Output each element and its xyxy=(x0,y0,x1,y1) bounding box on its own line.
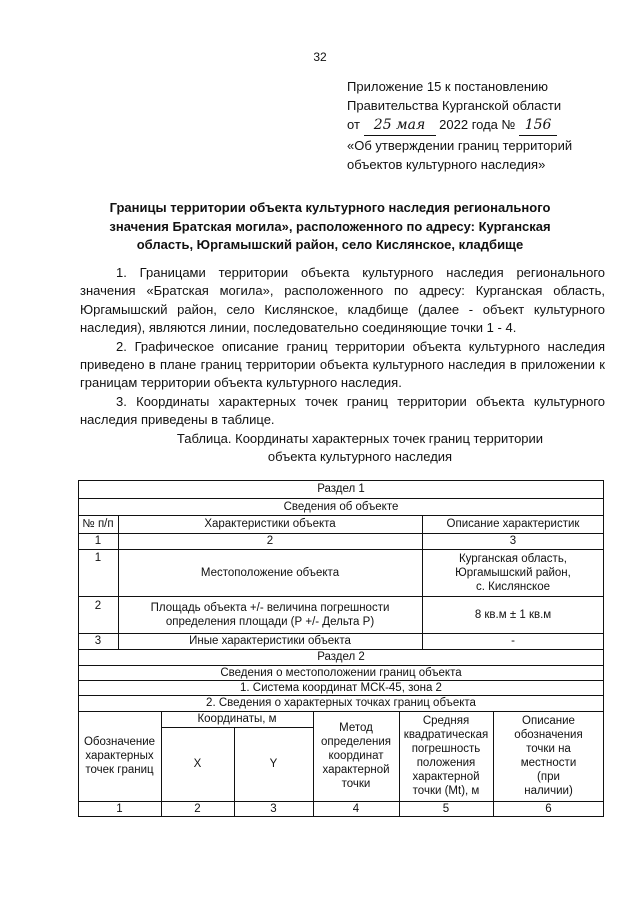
row-1-value xyxy=(422,549,604,596)
header-location-line: Описание xyxy=(522,715,575,727)
row-2-name-line: определения площади (Р +/- Дельта Р) xyxy=(165,615,375,628)
coord-column-number: 2 xyxy=(194,803,201,815)
appendix-date-line xyxy=(347,115,617,136)
coord-column-number: 4 xyxy=(352,803,360,815)
header-method-line: определения xyxy=(321,736,391,748)
row-3-name: Иные характеристики объекта xyxy=(189,635,351,647)
header-method-line: Метод xyxy=(339,722,373,734)
coordinates-table xyxy=(78,480,604,817)
paragraph-1: 1. Границами территории объекта культурного наследия регионального значения «Братская могила», расположенного по адресу: Курганская область, Юргамышский район, село Кислянское, кладбище (далее - объект культурного наследия), являются линии, последовательно соединяющие точки 1 - 4. xyxy=(80,265,605,336)
header-method xyxy=(313,711,399,801)
header-designation xyxy=(78,711,161,801)
header-error xyxy=(399,711,493,801)
row-2-name xyxy=(118,596,422,633)
section-1-header: Раздел 1 xyxy=(317,483,365,495)
header-coordinates: Координаты, м xyxy=(197,713,277,725)
table-caption xyxy=(120,430,600,466)
header-location-line: обозначения xyxy=(514,729,583,741)
header-method-line: характерной xyxy=(322,764,390,776)
coord-column-number: 1 xyxy=(116,803,123,815)
date-day-month: 25 мая xyxy=(364,115,436,136)
appendix-line-5: объектов культурного наследия» xyxy=(347,157,546,172)
coord-column-number: 6 xyxy=(545,803,552,815)
coord-column-number: 3 xyxy=(270,803,277,815)
title-line-1: Границы территории объекта культурного наследия регионального xyxy=(109,200,551,215)
header-location-line: (при xyxy=(537,771,560,783)
appendix-header xyxy=(347,77,617,174)
appendix-line-1: Приложение 15 к постановлению xyxy=(347,79,549,94)
header-method-line: точки xyxy=(341,778,371,790)
appendix-line-2: Правительства Курганской области xyxy=(347,98,562,113)
section-2-header: Раздел 2 xyxy=(317,651,365,663)
section-2-subheader: Сведения о местоположении границ объекта xyxy=(220,666,462,679)
appendix-line-4: «Об утверждении границ территорий xyxy=(347,138,573,153)
header-location-line: наличии) xyxy=(524,785,573,797)
table-caption-line-2: объекта культурного наследия xyxy=(267,449,453,464)
header-designation-line: Обозначение xyxy=(83,736,156,748)
header-error-line: точки (Mt), м xyxy=(412,785,480,797)
row-3-num: 3 xyxy=(94,635,102,647)
table-caption-line-1: Таблица. Координаты характерных точек границ территории xyxy=(176,431,544,446)
row-1-value-line: Юргамышский район, xyxy=(455,566,571,579)
page-number: 32 xyxy=(313,50,327,64)
row-1-value-line: Курганская область, xyxy=(458,552,568,565)
header-error-line: положения xyxy=(416,757,476,769)
coord-column-number: 5 xyxy=(442,803,450,815)
title-line-2: значения Братская могила», расположенного по адресу: Курганская xyxy=(109,218,551,234)
points-info: 2. Сведения о характерных точках границ объекта xyxy=(206,697,476,709)
body-text xyxy=(80,264,605,430)
section-1-subheader: Сведения об объекте xyxy=(283,500,399,513)
title-line-3: область, Юргамышский район, село Кислянское, кладбище xyxy=(136,237,524,252)
column-number: 1 xyxy=(94,535,102,547)
header-num: № п/п xyxy=(82,518,114,530)
row-2-num: 2 xyxy=(94,600,102,612)
header-description: Описание характеристик xyxy=(446,518,580,530)
header-location-line: точки на xyxy=(526,743,571,755)
paragraph-3: 3. Координаты характерных точек границ территории объекта культурного наследия приведены в таблице. xyxy=(80,393,605,428)
header-designation-line: точек границ xyxy=(85,764,154,776)
decree-number: 156 xyxy=(519,115,557,136)
row-2-value: 8 кв.м ± 1 кв.м xyxy=(474,608,552,621)
header-error-line: погрешность xyxy=(411,743,481,755)
header-error-line: характерной xyxy=(412,771,480,783)
row-1-name: Местоположение объекта xyxy=(200,566,340,579)
header-error-line: квадратическая xyxy=(403,729,489,741)
row-2-name-line: Площадь объекта +/- величина погрешности xyxy=(150,601,390,614)
row-1-value-line: с. Кислянское xyxy=(475,580,550,593)
header-method-line: координат xyxy=(328,750,384,762)
header-location-line: местности xyxy=(520,757,577,769)
date-year: 2022 года xyxy=(439,117,498,132)
row-3-value: - xyxy=(511,635,515,647)
column-number: 2 xyxy=(266,535,274,547)
column-number: 3 xyxy=(509,535,517,547)
header-designation-line: характерных xyxy=(85,750,154,762)
document-title xyxy=(80,199,580,255)
header-location xyxy=(493,711,604,801)
header-characteristics: Характеристики объекта xyxy=(204,518,336,530)
header-x: X xyxy=(193,758,202,770)
number-sign: № xyxy=(501,117,516,132)
paragraph-2: 2. Графическое описание границ территории объекта культурного наследия приведено в плане границ территории объекта культурного наследия в приложении к границам территории объекта культурного наследия. xyxy=(80,338,605,391)
row-1-num: 1 xyxy=(94,552,102,564)
coordinate-system: 1. Система координат МСК-45, зона 2 xyxy=(240,681,442,694)
date-prefix: от xyxy=(347,117,360,132)
header-error-line: Средняя xyxy=(422,715,470,727)
header-y: Y xyxy=(269,758,278,770)
